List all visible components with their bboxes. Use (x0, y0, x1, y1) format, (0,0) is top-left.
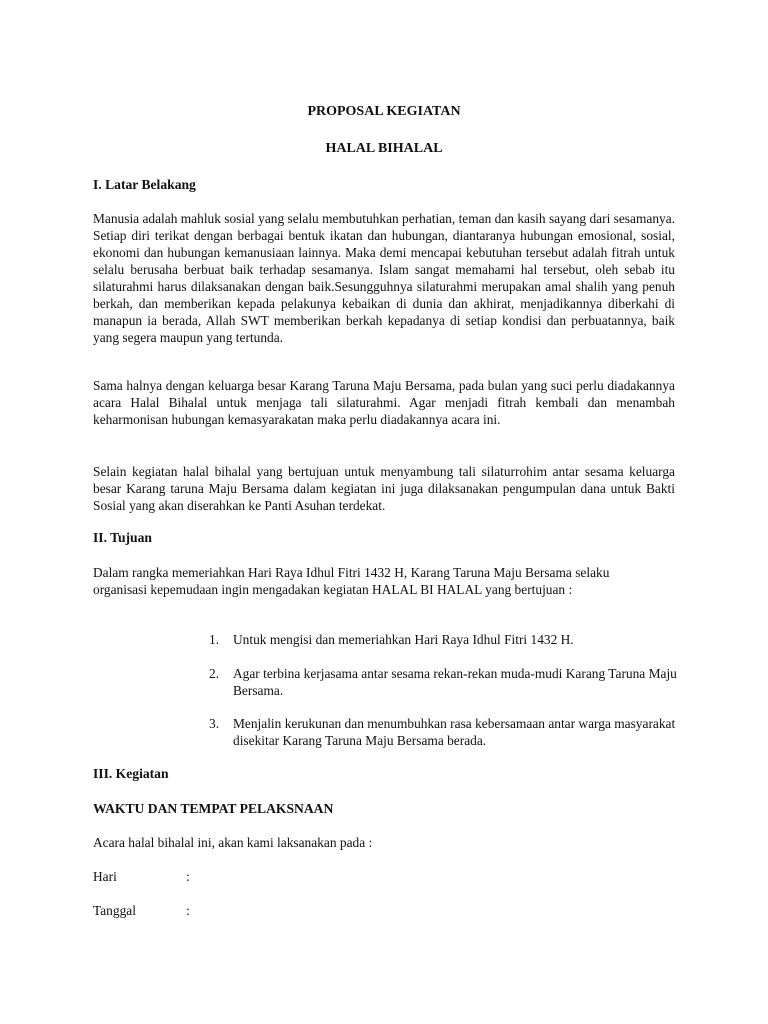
list-item-number: 1. (209, 632, 220, 647)
section-heading-kegiatan: III. Kegiatan (93, 766, 169, 781)
field-colon: : (186, 869, 190, 884)
paragraph-latar-belakang-3: Selain kegiatan halal bihalal yang bertujuan untuk menyambung tali silaturrohim antar sesama keluarga besar Karang taruna Maju Bersama dalam kegiatan ini juga dilaksanakan pengumpulan dana untuk Bakti Sosial yang akan diserahkan ke Panti Asuhan terdekat. (93, 464, 675, 513)
document-subtitle: HALAL BIHALAL (325, 141, 443, 156)
field-colon: : (186, 903, 190, 918)
field-label: Hari (93, 869, 117, 884)
document-title: PROPOSAL KEGIATAN (307, 104, 461, 119)
list-item-number: 2. (209, 666, 220, 681)
list-item (209, 665, 679, 699)
field-label: Tanggal (93, 903, 136, 918)
subheading-waktu-tempat: WAKTU DAN TEMPAT PELAKSNAAN (93, 801, 334, 816)
section-heading-latar-belakang: I. Latar Belakang (93, 177, 196, 192)
paragraph-latar-belakang-1: Manusia adalah mahluk sosial yang selalu membutuhkan perhatian, teman dan kasih sayang dari sesamanya. Setiap diri terikat dengan berbagai bentuk ikatan dan hubungan, diantaranya hubungan emosional, sosial, ekonomi dan hubungan kemanusiaan lainnya. Maka demi mencapai kebutuhan tersebut adalah fitrah untuk selalu berusaha berbuat baik terhadap sesamanya. Islam sangat memahami hal tersebut, oleh sebab itu silaturahmi harus dilaksanakan dengan baik.Sesungguhnya silaturahmi merupakan amal shalih yang penuh berkah, dan memberikan kepada pelakunya kebaikan di dunia dan akhirat, menjadikannya diberkahi di manapun ia berada, Allah SWT memberikan berkah kepadanya di setiap kondisi dan perbuatannya, baik yang segera maupun yang tertunda. (93, 211, 675, 345)
field-row-tanggal (93, 902, 190, 919)
list-item-text: Menjalin kerukunan dan menumbuhkan rasa kebersamaan antar warga masyarakat disekitar Karang Taruna Maju Bersama berada. (233, 716, 676, 748)
section-heading-tujuan: II. Tujuan (93, 530, 152, 545)
list-item (209, 715, 679, 749)
list-item (209, 631, 679, 648)
list-item-text: Agar terbina kerjasama antar sesama rekan-rekan muda-mudi Karang Taruna Maju Bersama. (233, 666, 677, 698)
paragraph-tujuan-intro: Dalam rangka memeriahkan Hari Raya Idhul Fitri 1432 H, Karang Taruna Maju Bersama selaku organisasi kepemudaan ingin mengadakan kegiatan HALAL BI HALAL yang bertujuan : (93, 565, 610, 597)
field-row-hari (93, 868, 190, 885)
paragraph-kegiatan-intro: Acara halal bihalal ini, akan kami laksanakan pada : (93, 835, 373, 850)
list-item-text: Untuk mengisi dan memeriahkan Hari Raya Idhul Fitri 1432 H. (233, 632, 574, 647)
paragraph-latar-belakang-2: Sama halnya dengan keluarga besar Karang Taruna Maju Bersama, pada bulan yang suci perlu diadakannya acara Halal Bihalal untuk menjaga tali silaturahmi. Agar menjadi fitrah kembali dan menambah keharmonisan hubungan kemasyarakatan maka perlu diadakannya acara ini. (93, 378, 675, 427)
list-item-number: 3. (209, 716, 220, 731)
